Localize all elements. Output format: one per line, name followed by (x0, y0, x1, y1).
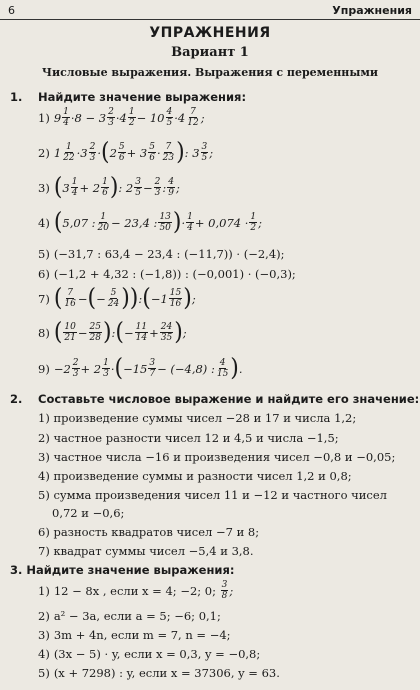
q2-item-7: 7) квадрат суммы чисел −5,4 и 3,8. (38, 544, 254, 558)
q1-expression-8: 8) ( 10 21 − 25 28 ) : ( − 11 14 + 24 35 ) ; (38, 318, 187, 346)
q1-expression-1: 1) 9 1 4 ·8 − 3 2 3 ·4 1 2 − 10 4 5 ·4 7 12 ; (38, 107, 205, 128)
q2-item-3: 3) частное числа −16 и произведения чисел −0,8 и −0,05; (38, 450, 396, 464)
q3-header (10, 563, 234, 577)
q2-item-2: 2) частное разности чисел 12 и 4,5 и числа −1,5; (38, 431, 339, 445)
q2-item-5-continued: 0,72 и −0,6; (52, 506, 125, 520)
section-name: Упражнения (332, 4, 412, 17)
q1-expression-7: 7) ( 7 16 − ( − 5 24 ) ) : ( −1 15 16 ) ; (38, 284, 196, 312)
q3-prompt: Найдите значение выражения: (26, 563, 235, 577)
q1-expression-3: 3) ( 3 1 4 + 2 1 6 ) : 2 3 5 − 2 3 : 4 9 ; (38, 173, 180, 201)
running-header (0, 3, 420, 20)
q2-item-5: 5) сумма произведения чисел 11 и −12 и частного чисел (38, 488, 387, 502)
q3-item-2: 2) a² − 3a, если a = 5; −6; 0,1; (38, 609, 221, 623)
q2-item-1: 1) произведение суммы чисел −28 и 17 и числа 1,2; (38, 411, 357, 425)
variant-title: Вариант 1 (171, 45, 249, 60)
q2-prompt: Составьте числовое выражение и найдите его значение: (38, 392, 420, 406)
q1-number: 1. (10, 90, 23, 104)
page-title: УПРАЖНЕНИЯ (149, 25, 271, 41)
page-number: 6 (8, 4, 15, 17)
topic-title: Числовые выражения. Выражения с переменными (41, 66, 379, 79)
q1-expression-5: 5) (−31,7 : 63,4 − 23,4 : (−11,7)) · (−2,4); (38, 247, 285, 261)
q2-item-6: 6) разность квадратов чисел −7 и 8; (38, 525, 260, 539)
q2-number: 2. (10, 392, 23, 406)
q3-item-3: 3) 3m + 4n, если m = 7, n = −4; (38, 628, 231, 642)
q2-item-4: 4) произведение суммы и разности чисел 1,2 и 0,8; (38, 469, 352, 483)
q1-expression-2: 2) 1 1 22 ·3 2 3 · ( 2 5 6 + 3 5 6 · 7 23 ) : 3 3 5 ; (38, 138, 214, 166)
q3-item-5: 5) (x + 7298) : y, если x = 37306, y = 63. (38, 666, 280, 680)
q1-expression-4: 4) ( 5,07 : 1 20 − 23,4 : 13 50 ) · 1 4 + 0,074 · 1 2 ; (38, 208, 263, 236)
q1-prompt: Найдите значение выражения: (38, 90, 247, 104)
q3-number: 3. (10, 563, 23, 577)
q3-item-1: 1) 12 − 8x , если x = 4; −2; 0; 3 8 ; (38, 580, 234, 601)
q3-item-4: 4) (3x − 5) · y, если x = 0,3, y = −0,8; (38, 647, 261, 661)
q1-expression-9: 9) −2 2 3 + 2 1 3 · ( −15 3 7 − (−4,8) : 4 15 ) . (38, 354, 243, 382)
q1-expression-6: 6) (−1,2 + 4,32 : (−1,8)) : (−0,001) · (−0,3); (38, 267, 296, 281)
